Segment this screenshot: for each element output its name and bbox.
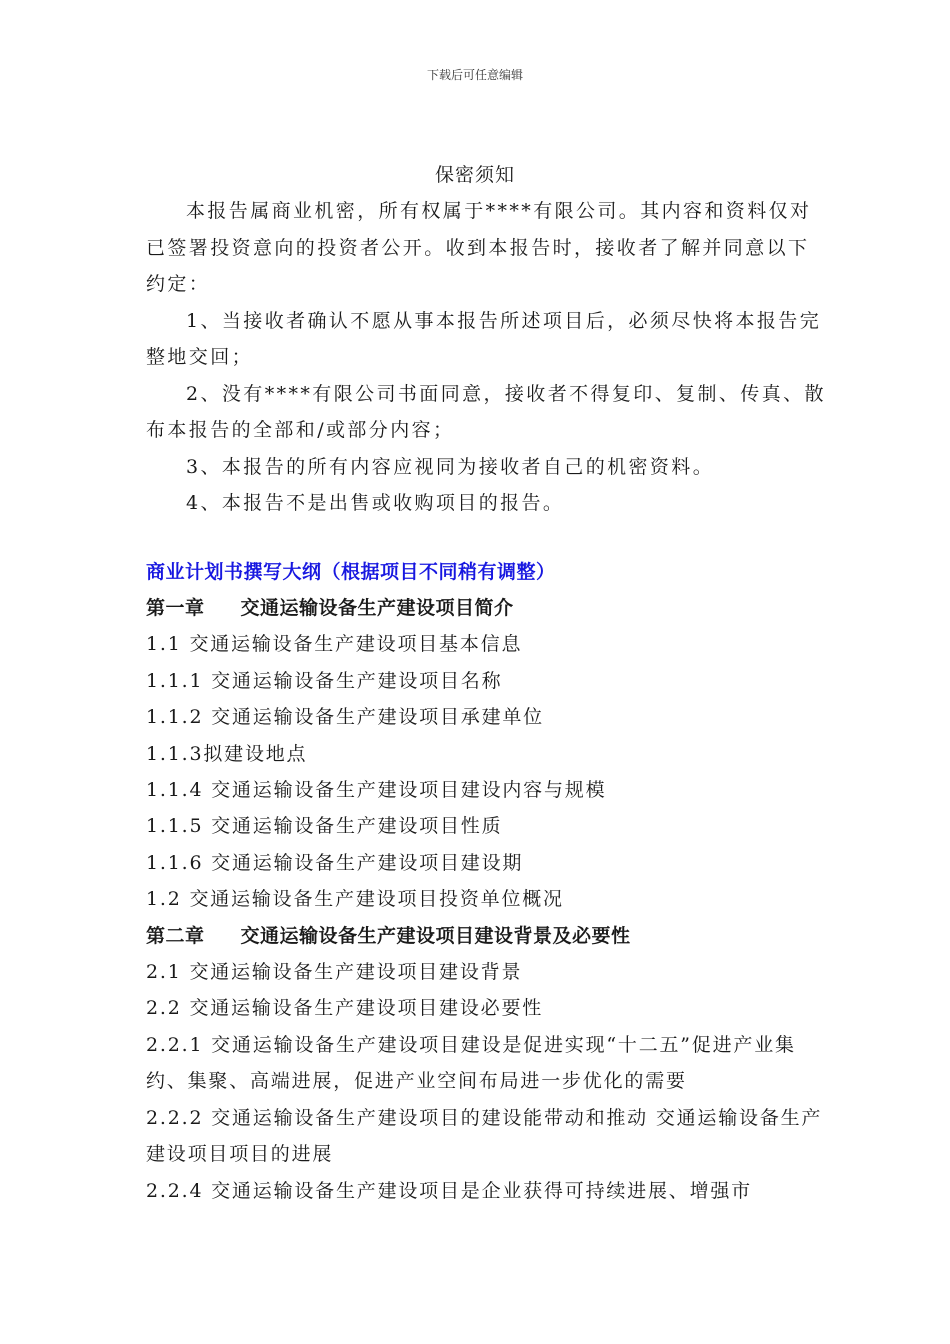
outline-item: 1.1.3拟建设地点: [146, 742, 308, 765]
confidentiality-notice-title: 保密须知: [434, 164, 515, 186]
outline-item: 2.1 交通运输设备生产建设项目建设背景: [146, 961, 523, 984]
outline-item: 2.2.4 交通运输设备生产建设项目是企业获得可持续进展、增强市: [146, 1179, 752, 1202]
notice-paragraph: 2、没有****有限公司书面同意，接收者不得复印、复制、传真、散布本报告的全部和/或部分内容；: [146, 382, 826, 441]
outline-item: 1.1.5 交通运输设备生产建设项目性质: [146, 815, 503, 838]
outline-item: 1.1.2 交通运输设备生产建设项目承建单位: [146, 706, 544, 729]
outline-item: 1.2 交通运输设备生产建设项目投资单位概况: [146, 888, 564, 911]
outline-item: 1.1.1 交通运输设备生产建设项目名称: [146, 669, 503, 692]
outline-item: 2.2.1 交通运输设备生产建设项目建设是促进实现“十二五”促进产业集约、集聚、高端进展，促进产业空间布局进一步优化的需要: [146, 1033, 796, 1093]
outline-item: 1.1 交通运输设备生产建设项目基本信息: [146, 633, 523, 656]
outline-item: 2.2.2 交通运输设备生产建设项目的建设能带动和推动 交通运输设备生产建设项目项目的进展: [146, 1106, 823, 1166]
header-note: 下载后可任意编辑: [426, 68, 523, 82]
chapter-heading-1: [146, 590, 826, 626]
chapter-number: 第二章: [146, 924, 205, 947]
outline-list: [146, 590, 826, 1209]
notice-paragraph: 本报告属商业机密，所有权属于****有限公司。其内容和资料仅对已签署投资意向的投资者公开。收到本报告时，接收者了解并同意以下约定：: [146, 200, 812, 295]
confidentiality-notice-body: [146, 193, 826, 522]
notice-paragraph: 4、本报告不是出售或收购项目的报告。: [186, 492, 565, 514]
notice-paragraph: 3、本报告的所有内容应视同为接收者自己的机密资料。: [186, 455, 715, 478]
outline-title: 商业计划书撰写大纲（根据项目不同稍有调整）: [146, 561, 556, 583]
notice-paragraph: 1、当接收者确认不愿从事本报告所述项目后，必须尽快将本报告完整地交回；: [146, 309, 822, 368]
chapter-title: 交通运输设备生产建设项目建设背景及必要性: [240, 924, 631, 947]
chapter-heading-2: [146, 918, 826, 954]
outline-item: 2.2 交通运输设备生产建设项目建设必要性: [146, 997, 544, 1020]
outline-item: 1.1.4 交通运输设备生产建设项目建设内容与规模: [146, 779, 607, 802]
chapter-number: 第一章: [146, 597, 205, 619]
chapter-title: 交通运输设备生产建设项目简介: [240, 597, 514, 619]
outline-item: 1.1.6 交通运输设备生产建设项目建设期: [146, 851, 524, 874]
